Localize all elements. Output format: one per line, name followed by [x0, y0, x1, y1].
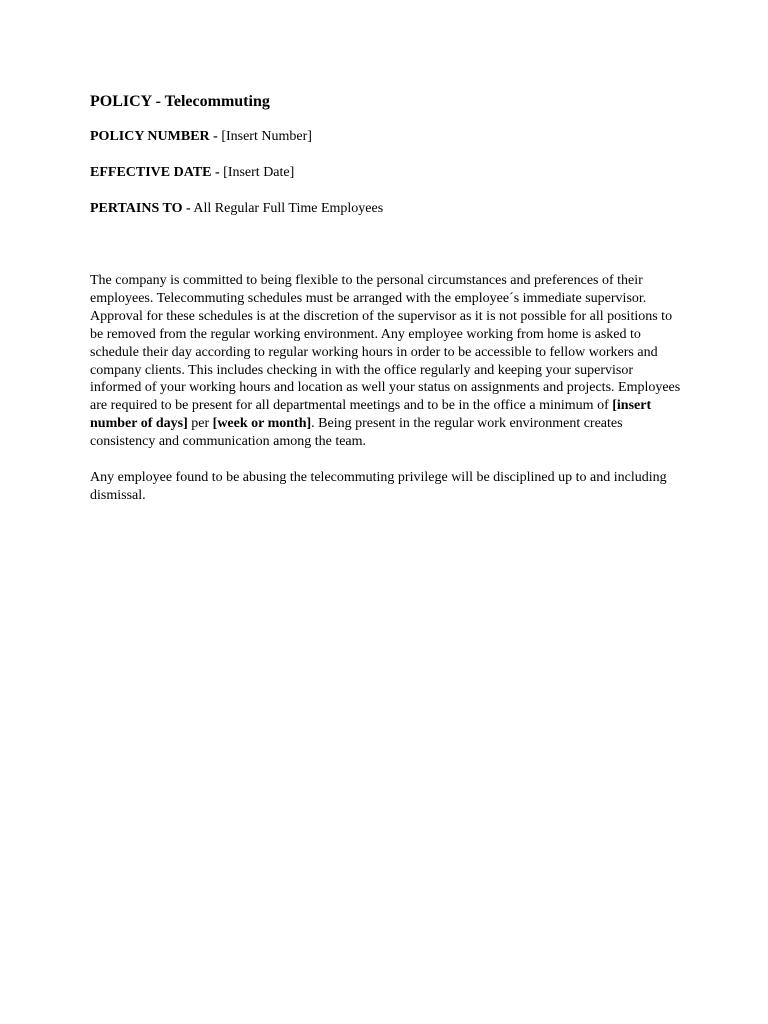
pertains-to-label: PERTAINS TO -	[90, 201, 191, 216]
paragraph-1-connector: per	[191, 416, 210, 432]
policy-number-line	[90, 128, 682, 146]
policy-paragraph-2: Any employee found to be abusing the telecommuting privilege will be disciplined up to and including dismissal.	[90, 470, 667, 503]
paragraph-1-text-before: The company is committed to being flexible to the personal circumstances and preferences of their employees. Telecommuting schedules must be arranged with the employee´s immediate supervisor. Approval for these schedules is at the discretion of the supervisor as it is not possible for all positions to be removed from the regular working environment. Any employee working from home is asked to schedule their day according to regular working hours in order to be accessible to fellow workers and company clients. This includes checking in with the office regularly and keeping your supervisor informed of your working hours and location as well your status on assignments and projects. Employees are required to be present for all departmental meetings and to be in the office a minimum of	[90, 273, 681, 414]
paragraph-1-text-after: . Being present in the regular work environment creates consistency and communication among the team.	[90, 416, 623, 450]
document-title: POLICY - Telecommuting	[90, 93, 270, 110]
effective-date-line	[90, 164, 682, 182]
policy-paragraph-1	[90, 272, 682, 451]
policy-number-label: POLICY NUMBER -	[90, 129, 218, 144]
document-content	[90, 92, 682, 505]
effective-date-value: [Insert Date]	[223, 165, 295, 180]
placeholder-days: [insert number of days]	[90, 398, 652, 432]
placeholder-period: [week or month]	[212, 416, 312, 432]
pertains-to-value: All Regular Full Time Employees	[193, 201, 384, 216]
policy-number-value: [Insert Number]	[221, 129, 312, 144]
pertains-to-line	[90, 200, 682, 218]
effective-date-label: EFFECTIVE DATE -	[90, 165, 220, 180]
